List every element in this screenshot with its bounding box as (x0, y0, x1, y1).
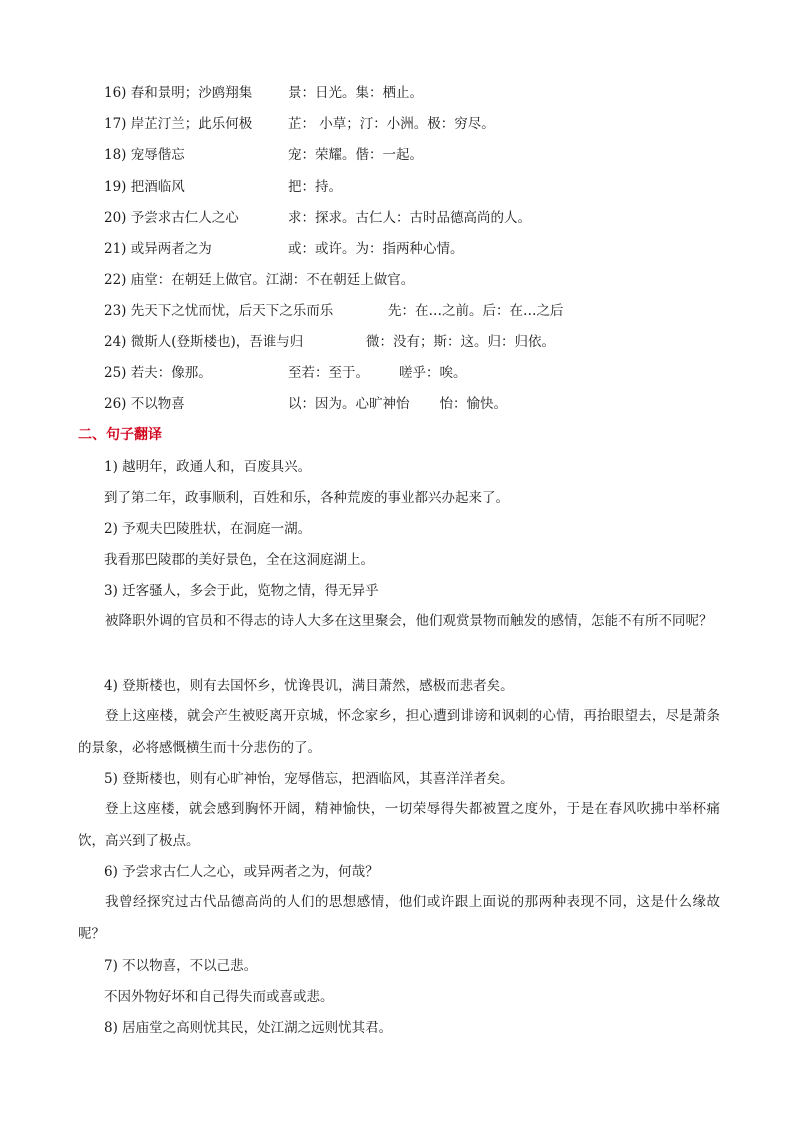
vocab-phrase: 17) 岸芷汀兰；此乐何极 (104, 116, 253, 132)
vocab-phrase: 21) 或异两者之为 (104, 241, 212, 257)
vocab-phrase: 25) 若夫：像那。 (104, 365, 212, 381)
sentence-translation-4: 登上这座楼，就会产生被贬离开京城，怀念家乡，担心遭到诽谤和讽刺的心情，再抬眼望去，尽是萧条的景象，必将感慨横生而十分悲伤的了。 (78, 708, 720, 756)
vocab-gloss: 至若：至于。 嗟乎：唉。 (288, 365, 467, 381)
vocab-gloss: 先：在…之前。后：在…之后 (388, 303, 564, 319)
vocab-gloss: 微：没有；斯：这。归：归依。 (366, 334, 555, 350)
sentence-source-6: 6) 予尝求古仁人之心，或异两者之为，何哉？ (104, 864, 379, 880)
vocab-gloss: 求：探求。古仁人：古时品德高尚的人。 (288, 210, 531, 226)
vocab-phrase: 26) 不以物喜 (104, 396, 185, 412)
vocab-phrase: 18) 宠辱偕忘 (104, 147, 185, 163)
sentence-translation-3: 被降职外调的官员和不得志的诗人大多在这里聚会，他们观赏景物而触发的感情，怎能不有所不同呢？ (105, 613, 713, 629)
sentence-source-1: 1) 越明年，政通人和，百废具兴。 (104, 459, 312, 475)
sentence-source-3: 3) 迁客骚人，多会于此，览物之情，得无异乎 (104, 583, 379, 599)
sentence-translation-2: 我看那巴陵郡的美好景色，全在这洞庭湖上。 (104, 552, 374, 568)
vocab-phrase: 22) 庙堂：在朝廷上做官。江湖：不在朝廷上做官。 (104, 272, 415, 288)
vocab-gloss: 宠：荣耀。偕：一起。 (288, 147, 423, 163)
vocab-gloss: 芷： 小草；汀：小洲。极：穷尽。 (288, 116, 495, 132)
vocab-gloss: 把：持。 (288, 179, 342, 195)
sentence-source-7: 7) 不以物喜，不以己悲。 (104, 958, 258, 974)
sentence-translation-5: 登上这座楼，就会感到胸怀开阔，精神愉快，一切荣辱得失都被置之度外，于是在春风吹拂中举杯痛饮，高兴到了极点。 (78, 801, 720, 849)
vocab-gloss: 或：或许。为：指两种心情。 (288, 241, 464, 257)
sentence-translation-6: 我曾经探究过古代品德高尚的人们的思想感情，他们或许跟上面说的那两种表现不同，这是什么缘故呢？ (78, 894, 720, 942)
vocab-phrase: 19) 把酒临风 (104, 179, 185, 195)
sentence-translation-1: 到了第二年，政事顺利，百姓和乐，各种荒废的事业都兴办起来了。 (104, 490, 509, 506)
sentence-source-5: 5) 登斯楼也，则有心旷神怡，宠辱偕忘，把酒临风，其喜洋洋者矣。 (104, 771, 514, 787)
vocab-gloss: 景：日光。集：栖止。 (288, 85, 423, 101)
sentence-source-4: 4) 登斯楼也，则有去国怀乡，忧谗畏讥，满目萧然，感极而悲者矣。 (104, 678, 514, 694)
sentence-translation-7: 不因外物好坏和自己得失而或喜或悲。 (104, 989, 334, 1005)
vocab-phrase: 16) 春和景明；沙鸥翔集 (104, 85, 253, 101)
vocab-phrase: 23) 先天下之忧而忧，后天下之乐而乐 (104, 303, 334, 319)
sentence-source-2: 2) 予观夫巴陵胜状，在洞庭一湖。 (104, 521, 312, 537)
sentence-source-8: 8) 居庙堂之高则忧其民，处江湖之远则忧其君。 (104, 1020, 393, 1036)
vocab-phrase: 24) 微斯人(登斯楼也)，吾谁与归 (104, 334, 304, 350)
vocab-gloss: 以：因为。心旷神怡 怡：愉快。 (288, 396, 508, 412)
section-heading: 二、句子翻译 (78, 427, 162, 443)
vocab-phrase: 20) 予尝求古仁人之心 (104, 210, 239, 226)
